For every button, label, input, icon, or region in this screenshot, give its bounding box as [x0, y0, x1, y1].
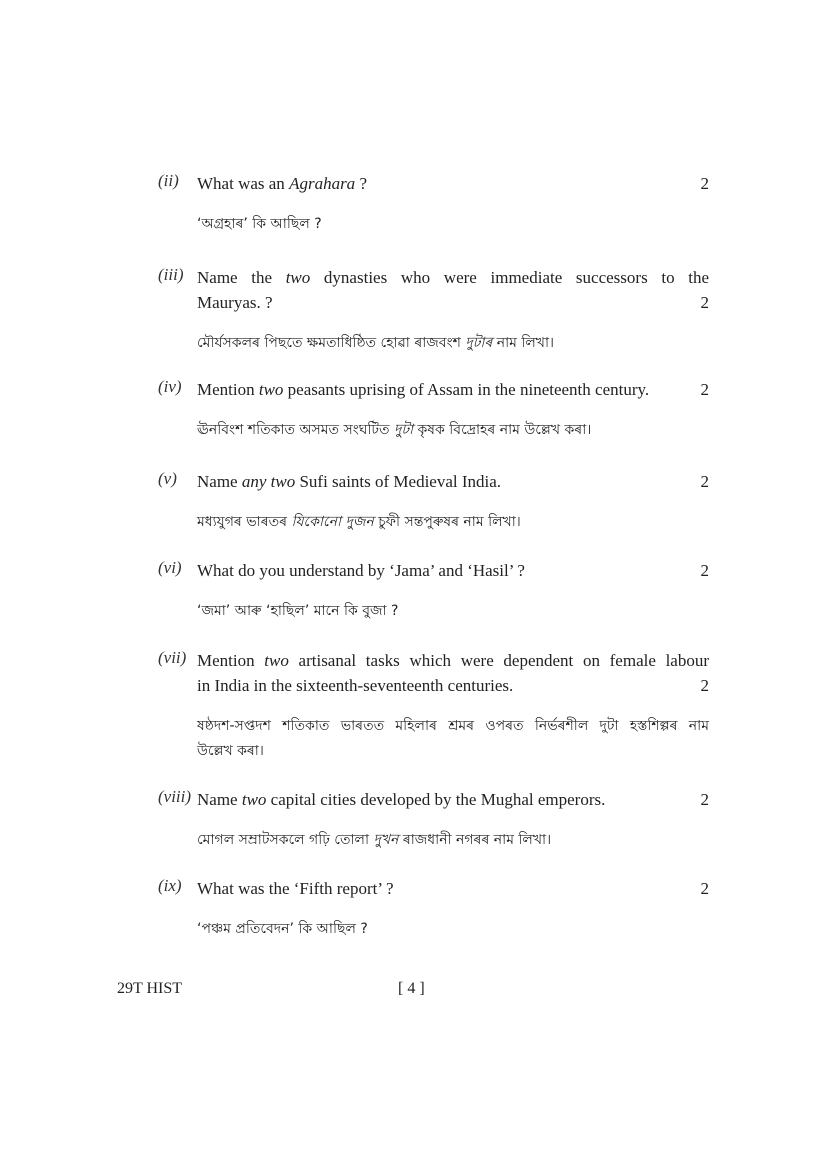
question-number: (iii) — [158, 265, 184, 284]
emphasis-text: দুটা — [394, 422, 414, 438]
question-item — [158, 265, 709, 356]
marks: 2 — [700, 472, 709, 491]
emphasis-text: Agrahara — [289, 174, 356, 193]
text-segment: What was an — [197, 174, 290, 193]
question-text-assamese — [197, 331, 709, 356]
question-text-english — [197, 290, 709, 315]
text-segment: মোগল সম্ৰাটসকলে গঢ়ি তোলা — [197, 832, 374, 848]
question-text-english — [197, 265, 709, 290]
text-segment: উল্লেখ কৰা। — [197, 743, 264, 759]
question-text-assamese — [197, 510, 709, 535]
question-number: (vii) — [158, 648, 187, 667]
text-segment: What was the ‘Fifth report’ ? — [197, 879, 394, 898]
text-segment: artisanal tasks which were dependent on female labour — [288, 651, 709, 670]
question-text-english — [197, 469, 709, 494]
text-segment: Sufi saints of Medieval India. — [295, 472, 502, 491]
text-segment: Mention — [197, 651, 265, 670]
question-text-english — [197, 171, 709, 196]
emphasis-text: any two — [241, 472, 296, 491]
text-segment: মৌৰ্যসকলৰ পিছতে ক্ষমতাধিষ্ঠিত হোৱা ৰাজবংশ — [197, 335, 466, 351]
question-text-assamese — [197, 739, 670, 764]
paper-code: 29T HIST — [117, 980, 183, 997]
question-text-assamese — [197, 418, 709, 443]
question-number: (ix) — [158, 876, 182, 895]
question-item — [158, 558, 709, 624]
question-text-assamese — [197, 714, 709, 739]
text-segment: ষষ্ঠদশ-সপ্তদশ শতিকাত ভাৰতত মহিলাৰ শ্ৰমৰ ওপৰত নিৰ্ভৰশীল দুটা হস্তশিল্পৰ নাম — [197, 718, 709, 734]
text-segment: dynasties who were immediate successors to the — [310, 268, 710, 287]
question-item — [158, 377, 709, 443]
marks: 2 — [700, 676, 709, 695]
text-segment: Mauryas. ? — [197, 293, 273, 312]
text-segment: চুফী সন্তপুৰুষৰ নাম লিখা। — [373, 514, 521, 530]
text-segment: Mention — [197, 380, 259, 399]
text-segment: ‘পঞ্চম প্ৰতিবেদন’ কি আছিল ? — [197, 921, 368, 937]
question-text-english — [197, 673, 709, 698]
question-item — [158, 787, 709, 853]
question-text-assamese — [197, 599, 709, 624]
question-text-assamese — [197, 828, 709, 853]
marks: 2 — [700, 879, 709, 898]
question-number: (vi) — [158, 558, 182, 577]
question-text-assamese — [197, 212, 709, 237]
text-segment: What do you understand by ‘Jama’ and ‘Hasil’ ? — [197, 561, 525, 580]
question-number: (ii) — [158, 171, 179, 190]
emphasis-text: যিকোনো দুজন — [291, 514, 374, 530]
question-number: (viii) — [158, 787, 192, 806]
question-item — [158, 469, 709, 535]
text-segment: Name the — [197, 268, 286, 287]
emphasis-text: two — [258, 380, 284, 399]
text-segment: capital cities developed by the Mughal emperors. — [266, 790, 606, 809]
page-number: [ 4 ] — [398, 980, 425, 997]
text-segment: ঊনবিংশ শতিকাত অসমত সংঘটিত — [197, 422, 395, 438]
question-text-english — [197, 377, 709, 402]
question-number: (v) — [158, 469, 177, 488]
marks: 2 — [700, 380, 709, 399]
question-item — [158, 648, 709, 764]
text-segment: কৃষক বিদ্ৰোহৰ নাম উল্লেখ কৰা। — [413, 422, 592, 438]
marks: 2 — [700, 174, 709, 193]
emphasis-text: two — [264, 651, 289, 670]
question-text-english — [197, 558, 709, 583]
emphasis-text: দুটাৰ — [465, 335, 493, 351]
question-text-english — [197, 787, 709, 812]
text-segment: ৰাজধানী নগৰৰ নাম লিখা। — [398, 832, 552, 848]
marks: 2 — [700, 293, 709, 312]
question-text-english — [197, 648, 709, 673]
text-segment: নাম লিখা। — [492, 335, 555, 351]
question-text-assamese — [197, 917, 709, 942]
question-number: (iv) — [158, 377, 182, 396]
marks: 2 — [700, 790, 709, 809]
emphasis-text: two — [285, 268, 311, 287]
emphasis-text: দুখন — [373, 832, 399, 848]
question-text-english — [197, 876, 709, 901]
marks: 2 — [700, 561, 709, 580]
text-segment: in India in the sixteenth-seventeenth centuries. — [197, 676, 514, 695]
emphasis-text: two — [241, 790, 267, 809]
text-segment: Name — [197, 790, 242, 809]
text-segment: মধ্যযুগৰ ভাৰতৰ — [197, 514, 292, 530]
text-segment: ‘জমা’ আৰু ‘হাছিল’ মানে কি বুজা ? — [197, 603, 399, 619]
question-item — [158, 876, 709, 942]
text-segment: ‘অগ্ৰহাৰ’ কি আছিল ? — [197, 216, 322, 232]
text-segment: ? — [355, 174, 367, 193]
question-item — [158, 171, 709, 237]
text-segment: Name — [197, 472, 242, 491]
text-segment: peasants uprising of Assam in the nineteenth century. — [283, 380, 650, 399]
